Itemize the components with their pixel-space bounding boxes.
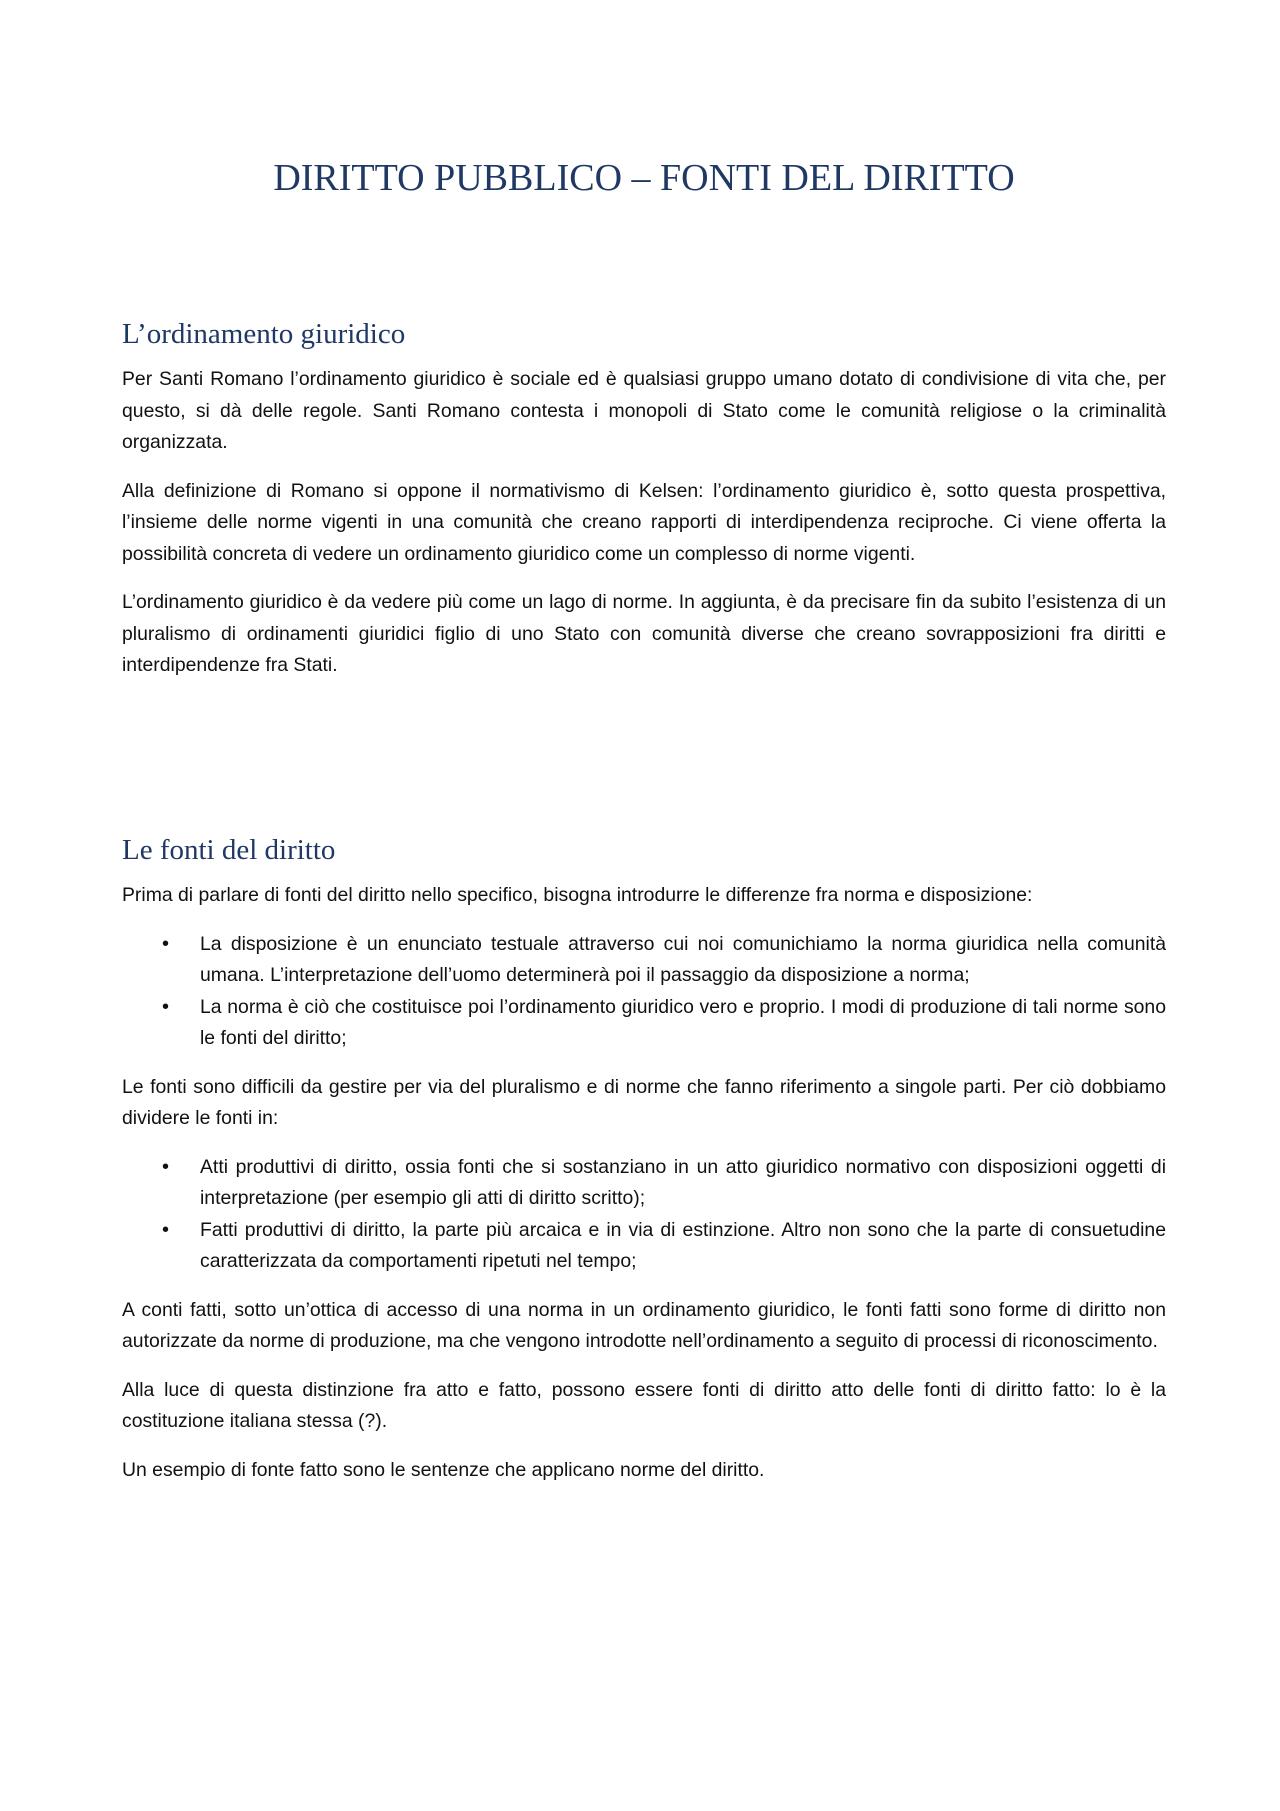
bullet-icon: •	[162, 995, 170, 1018]
paragraph: Alla luce di questa distinzione fra atto e fatto, possono essere fonti di diritto atto delle fonti di diritto fatto: lo è la costituzione italiana stessa (?).	[122, 1378, 1166, 1432]
section-fonti-del-diritto	[122, 830, 1166, 1503]
document-title: DIRITTO PUBBLICO – FONTI DEL DIRITTO	[273, 157, 1015, 199]
list-item	[122, 992, 1166, 1055]
paragraph: Un esempio di fonte fatto sono le sentenze che applicano norme del diritto.	[122, 1458, 765, 1481]
list-item	[122, 1215, 1166, 1278]
section-ordinamento-giuridico	[122, 314, 1166, 699]
list-item	[122, 1152, 1166, 1215]
list-item	[122, 929, 1166, 992]
list-item-text: Atti produttivi di diritto, ossia fonti che si sostanziano in un atto giuridico normativo con disposizioni oggetti di interpretazione (per esempio gli atti di diritto scritto);	[200, 1155, 1166, 1209]
paragraph: Le fonti sono difficili da gestire per via del pluralismo e di norme che fanno riferimento a singole parti. Per ciò dobbiamo dividere le fonti in:	[122, 1075, 1166, 1129]
paragraph: L’ordinamento giuridico è da vedere più come un lago di norme. In aggiunta, è da precisare fin da subito l’esistenza di un pluralismo di ordinamenti giuridici figlio di uno Stato con comunità diverse che creano sovrapposizioni fra diritti e interdipendenze fra Stati.	[122, 591, 1166, 676]
section-heading: Le fonti del diritto	[122, 834, 336, 866]
bullet-icon: •	[162, 1218, 170, 1241]
list-item-text: La norma è ciò che costituisce poi l’ordinamento giuridico vero e proprio. I modi di produzione di tali norme sono le fonti del diritto;	[200, 995, 1166, 1049]
section-heading: L’ordinamento giuridico	[122, 318, 406, 350]
bullet-list	[122, 1152, 1166, 1278]
bullet-list	[122, 929, 1166, 1055]
paragraph: A conti fatti, sotto un’ottica di accesso di una norma in un ordinamento giuridico, le fonti fatti sono forme di diritto non autorizzate da norme di produzione, ma che vengono introdotte nell’ordinamento a seguito di processi di riconoscimento.	[122, 1298, 1166, 1352]
paragraph: Alla definizione di Romano si oppone il normativismo di Kelsen: l’ordinamento giuridico è, sotto questa prospettiva, l’insieme delle norme vigenti in una comunità che creano rapporti di interdipendenza reciproche. Ci viene offerta la possibilità concreta di vedere un ordinamento giuridico come un complesso di norme vigenti.	[122, 479, 1166, 565]
paragraph: Prima di parlare di fonti del diritto nello specifico, bisogna introdurre le differenze fra norma e disposizione:	[122, 884, 1033, 906]
paragraph: Per Santi Romano l’ordinamento giuridico è sociale ed è qualsiasi gruppo umano dotato di condivisione di vita che, per questo, si dà delle regole. Santi Romano contesta i monopoli di Stato come le comunità religiose o la criminalità organizzata.	[122, 368, 1166, 453]
list-item-text: La disposizione è un enunciato testuale attraverso cui noi comunichiamo la norma giuridica nella comunità umana. L’interpretazione dell’uomo determinerà poi il passaggio da disposizione a norma;	[200, 932, 1166, 986]
bullet-icon: •	[162, 932, 170, 955]
bullet-icon: •	[162, 1155, 170, 1178]
list-item-text: Fatti produttivi di diritto, la parte più arcaica e in via di estinzione. Altro non sono che la parte di consuetudine caratterizzata da comportamenti ripetuti nel tempo;	[200, 1218, 1166, 1272]
